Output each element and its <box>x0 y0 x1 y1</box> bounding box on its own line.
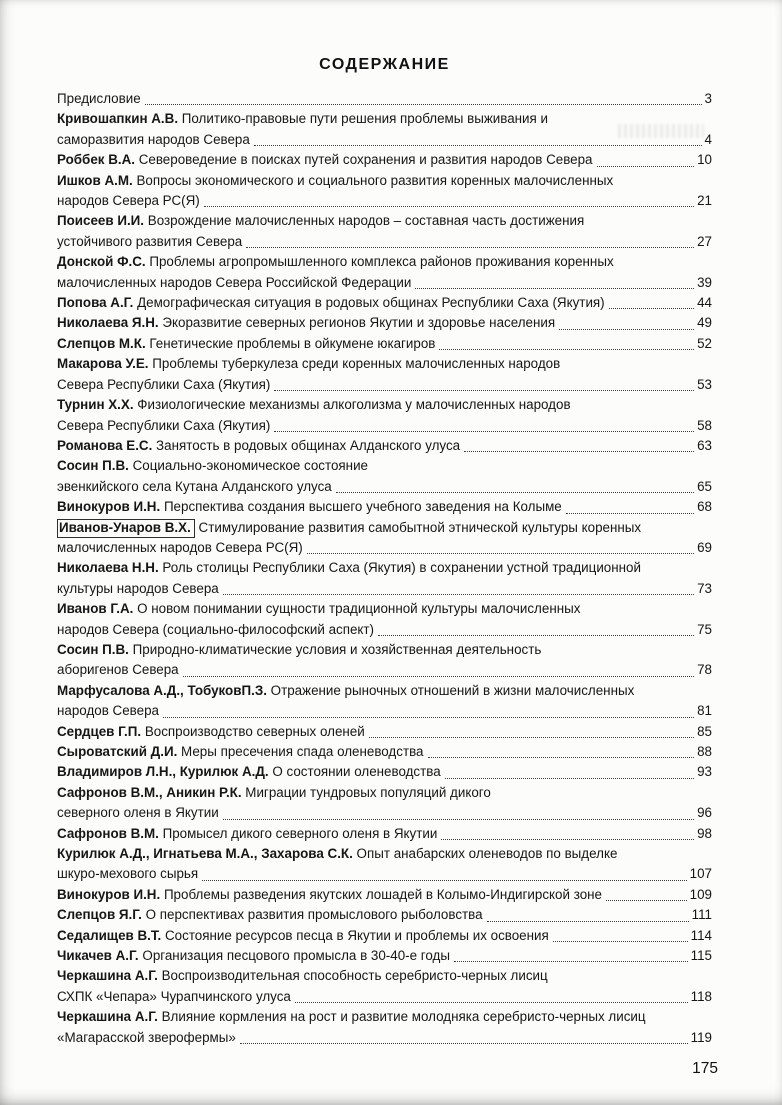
toc-entry <box>57 436 712 456</box>
toc-entry-line <box>57 334 712 354</box>
toc-entry-line <box>57 1007 712 1027</box>
toc-entry-line <box>57 130 712 150</box>
entry-page-number: 73 <box>697 580 712 596</box>
entry-text: Марфусалова А.Д., ТобуковП.З. Отражение рыночных отношений в жизни малочисленных <box>57 682 635 698</box>
toc-entry <box>57 252 712 293</box>
toc-entry-line <box>57 681 712 701</box>
toc-entry <box>57 966 712 1007</box>
entry-page-number: 75 <box>697 621 712 637</box>
dot-leader <box>163 717 694 718</box>
toc-entry-line <box>57 660 712 680</box>
entry-text: народов Севера <box>57 703 159 719</box>
toc-entry <box>57 1007 712 1048</box>
toc-entry-line <box>57 885 712 905</box>
entry-text: Сафронов В.М., Аникин Р.К. Миграции тундровых популяций дикого <box>57 784 491 800</box>
toc-entry-line <box>57 558 712 578</box>
entry-author: Винокуров И.Н. <box>57 886 161 902</box>
entry-text: Сосин П.В. Природно-климатические условия и хозяйственная деятельность <box>57 641 542 657</box>
entry-text: Слепцов М.К. Генетические проблемы в ойкумене юкагиров <box>57 335 436 351</box>
dot-leader <box>369 737 694 738</box>
toc-entry-line <box>57 211 712 231</box>
toc-entry-line <box>57 436 712 456</box>
toc-entry <box>57 926 712 946</box>
entry-text: Севера Республики Саха (Якутия) <box>57 376 271 392</box>
entry-page-number: 68 <box>697 499 712 515</box>
entry-text: аборигенов Севера <box>57 662 179 678</box>
dot-leader <box>240 1043 688 1044</box>
toc-entry-line <box>57 640 712 660</box>
toc-entry <box>57 885 712 905</box>
entry-page-number: 93 <box>697 764 712 780</box>
entry-author: Николаева Н.Н. <box>57 560 159 576</box>
entry-text: народов Севера РС(Я) <box>57 193 200 209</box>
entry-page-number: 65 <box>697 478 712 494</box>
toc-entry-line <box>57 497 712 517</box>
toc-entry <box>57 844 712 885</box>
toc-list <box>57 89 712 1048</box>
entry-page-number: 21 <box>697 193 712 209</box>
toc-entry-line <box>57 313 712 333</box>
dot-leader <box>202 880 686 881</box>
entry-author: Ишков А.М. <box>57 172 133 188</box>
dot-leader <box>559 329 694 330</box>
entry-author: Сафронов В.М. <box>57 825 159 841</box>
entry-text: Николаева Н.Н. Роль столицы Республики Саха (Якутия) в сохранении устной традиционной <box>57 560 641 576</box>
entry-page-number: 3 <box>704 91 712 106</box>
dot-leader <box>609 308 694 309</box>
toc-entry-line <box>57 252 712 272</box>
entry-author: Курилюк А.Д., Игнатьева М.А., Захарова С.К. <box>57 846 353 862</box>
toc-entry-line <box>57 293 712 313</box>
dot-leader <box>274 431 694 432</box>
entry-text: устойчивого развития Севера <box>57 233 243 249</box>
toc-entry-line <box>57 701 712 721</box>
entry-page-number: 4 <box>704 131 712 147</box>
entry-page-number: 107 <box>689 866 712 882</box>
toc-entry-line <box>57 803 712 823</box>
dot-leader <box>464 451 694 452</box>
entry-text: Поисеев И.И. Возрождение малочисленных народов – составная часть достижения <box>57 213 585 229</box>
entry-author: Черкашина А.Г. <box>57 1009 158 1025</box>
toc-entry <box>57 599 712 640</box>
dot-leader <box>597 166 695 167</box>
toc-entry <box>57 150 712 170</box>
entry-text: Сафронов В.М. Промысел дикого северного оленя в Якутии <box>57 825 438 841</box>
toc-entry-line <box>57 89 712 109</box>
entry-author: Марфусалова А.Д., ТобуковП.З. <box>57 682 267 698</box>
entry-text: «Магарасской зверофермы» <box>57 1029 236 1045</box>
dot-leader <box>428 757 695 758</box>
entry-text: Макарова У.Е. Проблемы туберкулеза среди коренных малочисленных народов <box>57 356 561 372</box>
dot-leader <box>145 104 702 105</box>
toc-entry-line <box>57 538 712 558</box>
toc-entry-line <box>57 844 712 864</box>
entry-text: Кривошапкин А.В. Политико-правовые пути решения проблемы выживания и <box>57 111 548 127</box>
entry-text: Курилюк А.Д., Игнатьева М.А., Захарова С.К. Опыт анабарских оленеводов по выделке <box>57 846 618 862</box>
entry-author: Слепцов М.К. <box>57 335 146 351</box>
toc-entry <box>57 334 712 354</box>
entry-page-number: 98 <box>697 825 712 841</box>
entry-author: Сосин П.В. <box>57 458 129 474</box>
toc-entry-line <box>57 966 712 986</box>
entry-text: Сосин П.В. Социально-экономическое состояние <box>57 458 368 474</box>
entry-author: Николаева Я.Н. <box>57 315 159 331</box>
entry-text: СХПК «Чепара» Чурапчинского улуса <box>57 988 291 1004</box>
toc-entry <box>57 395 712 436</box>
dot-leader <box>487 921 689 922</box>
entry-author: Турнин Х.Х. <box>57 397 134 413</box>
toc-entry-line <box>57 762 712 782</box>
toc-entry-line <box>57 824 712 844</box>
dot-leader <box>336 492 694 493</box>
entry-text: северного оленя в Якутии <box>57 805 219 821</box>
toc-entry <box>57 946 712 966</box>
toc-entry-line <box>57 477 712 497</box>
entry-author: Кривошапкин А.В. <box>57 111 179 127</box>
toc-entry-line <box>57 987 712 1007</box>
entry-page-number: 115 <box>690 948 712 964</box>
dot-leader <box>183 676 694 677</box>
entry-author-boxed: Иванов-Унаров В.Х. <box>57 519 195 538</box>
entry-author: Донской Ф.С. <box>57 254 146 270</box>
entry-page-number: 10 <box>697 152 712 168</box>
toc-entry <box>57 518 712 559</box>
toc-entry-line <box>57 599 712 619</box>
entry-author: Романова Е.С. <box>57 437 153 453</box>
dot-leader <box>295 1002 688 1003</box>
entry-author: Сердцев Г.П. <box>57 723 142 739</box>
entry-page-number: 88 <box>697 744 712 759</box>
entry-page-number: 53 <box>697 376 712 392</box>
entry-author: Макарова У.Е. <box>57 356 149 372</box>
toc-entry <box>57 905 712 925</box>
dot-leader <box>441 839 694 840</box>
toc-entry-line <box>57 354 712 374</box>
entry-text: культуры народов Севера <box>57 580 219 596</box>
toc-entry <box>57 722 712 742</box>
entry-text: народов Севера (социально-философский аспект) <box>57 621 375 637</box>
toc-entry <box>57 109 712 150</box>
entry-page-number: 49 <box>697 315 712 331</box>
entry-text: Седалищев В.Т. Состояние ресурсов песца в Якутии и проблемы их освоения <box>57 927 549 943</box>
scan-artifact <box>618 124 704 138</box>
entry-page-number: 52 <box>697 335 712 351</box>
toc-entry-line <box>57 109 712 129</box>
entry-page-number: 58 <box>697 417 712 433</box>
toc-entry <box>57 824 712 844</box>
entry-author: Винокуров И.Н. <box>57 499 161 515</box>
toc-entry <box>57 762 712 782</box>
toc-entry-line <box>57 579 712 599</box>
dot-leader <box>415 288 694 289</box>
entry-text: Винокуров И.Н. Проблемы разведения якутских лошадей в Колымо-Индигирской зоне <box>57 886 602 902</box>
entry-text: Винокуров И.Н. Перспектива создания высшего учебного заведения на Колыме <box>57 499 562 515</box>
entry-author: Владимиров Л.Н., Курилюк А.Д. <box>57 764 269 780</box>
entry-text: Черкашина А.Г. Влияние кормления на рост и развитие молодняка серебристо-черных лисиц <box>57 1009 646 1025</box>
entry-text: шкуро-мехового сырья <box>57 866 199 882</box>
entry-text: Николаева Я.Н. Экоразвитие северных регионов Якутии и здоровье населения <box>57 315 556 331</box>
entry-author: Седалищев В.Т. <box>57 927 162 943</box>
dot-leader <box>439 349 694 350</box>
entry-text: Иванов-Унаров В.Х. Стимулирование развития самобытной этнической культуры коренных <box>57 520 641 535</box>
entry-page-number: 27 <box>697 233 712 249</box>
entry-text: Романова Е.С. Занятость в родовых общинах Алданского улуса <box>57 437 461 453</box>
entry-page-number: 69 <box>697 539 712 555</box>
toc-entry-line <box>57 742 712 762</box>
page-number: 175 <box>692 1060 718 1077</box>
toc-entry-line <box>57 395 712 415</box>
toc-entry <box>57 171 712 212</box>
toc-entry-line <box>57 905 712 925</box>
entry-author: Чикачев А.Г. <box>57 948 139 964</box>
toc-entry-line <box>57 375 712 395</box>
toc-entry-line <box>57 783 712 803</box>
toc-entry-line <box>57 150 712 170</box>
toc-entry <box>57 456 712 497</box>
entry-text: Попова А.Г. Демографическая ситуация в родовых общинах Республики Саха (Якутия) <box>57 295 605 311</box>
dot-leader <box>307 553 694 554</box>
entry-author: Поисеев И.И. <box>57 213 145 229</box>
entry-text: Донской Ф.С. Проблемы агропромышленного комплекса районов проживания коренных <box>57 254 614 270</box>
toc-entry-line <box>57 946 712 966</box>
toc-entry <box>57 211 712 252</box>
entry-page-number: 114 <box>690 927 712 943</box>
entry-text: Сыроватский Д.И. Меры пресечения спада оленеводства <box>57 744 424 759</box>
entry-page-number: 119 <box>690 1029 712 1045</box>
dot-leader <box>204 206 694 207</box>
toc-entry <box>57 783 712 824</box>
entry-text: Турнин Х.Х. Физиологические механизмы алкоголизма у малочисленных народов <box>57 397 571 413</box>
entry-text: Ишков А.М. Вопросы экономического и социального развития коренных малочисленных <box>57 172 614 188</box>
entry-author: Сыроватский Д.И. <box>57 744 178 759</box>
toc-entry <box>57 354 712 395</box>
entry-page-number: 109 <box>689 886 712 902</box>
toc-entry <box>57 313 712 333</box>
toc-entry <box>57 89 712 109</box>
entry-text: Роббек В.А. Североведение в поисках путей сохранения и развития народов Севера <box>57 152 593 168</box>
dot-leader <box>246 247 694 248</box>
dot-leader <box>606 900 687 901</box>
entry-author: Иванов Г.А. <box>57 601 134 617</box>
entry-author: Слепцов Я.Г. <box>57 907 142 923</box>
entry-page-number: 85 <box>697 723 712 739</box>
entry-page-number: 111 <box>691 907 712 923</box>
toc-entry-line <box>57 456 712 476</box>
entry-text: Иванов Г.А. О новом понимании сущности традиционной культуры малочисленных <box>57 601 581 617</box>
entry-text: Севера Республики Саха (Якутия) <box>57 417 271 433</box>
toc-entry-line <box>57 864 712 884</box>
toc-entry <box>57 497 712 517</box>
toc-entry-line <box>57 1028 712 1048</box>
entry-text: Предисловие <box>57 91 141 106</box>
toc-entry <box>57 558 712 599</box>
entry-page-number: 118 <box>690 988 712 1004</box>
entry-page-number: 44 <box>697 295 712 311</box>
entry-author: Роббек В.А. <box>57 152 135 168</box>
dot-leader <box>553 941 688 942</box>
entry-author: Сафронов В.М., Аникин Р.К. <box>57 784 242 800</box>
toc-entry-line <box>57 171 712 191</box>
toc-entry <box>57 742 712 762</box>
entry-text: Владимиров Л.Н., Курилюк А.Д. О состоянии оленеводства <box>57 764 441 780</box>
entry-text: Слепцов Я.Г. О перспективах развития промыслового рыболовства <box>57 907 483 923</box>
dot-leader <box>223 594 694 595</box>
entry-text: Сердцев Г.П. Воспроизводство северных оленей <box>57 723 365 739</box>
toc-entry-line <box>57 273 712 293</box>
dot-leader <box>454 961 688 962</box>
entry-text: эвенкийского села Кутана Алданского улуса <box>57 478 332 494</box>
toc-entry-line <box>57 232 712 252</box>
entry-text: Чикачев А.Г. Организация песцового промысла в 30-40-е годы <box>57 948 450 964</box>
toc-entry-line <box>57 416 712 436</box>
toc-entry <box>57 293 712 313</box>
entry-author: Черкашина А.Г. <box>57 968 158 984</box>
entry-author: Сосин П.В. <box>57 641 129 657</box>
page-title: СОДЕРЖАНИЕ <box>319 56 450 73</box>
dot-leader <box>378 635 694 636</box>
entry-author: Попова А.Г. <box>57 295 134 311</box>
dot-leader <box>566 513 694 514</box>
dot-leader <box>445 778 694 779</box>
entry-text: малочисленных народов Севера Российской Федерации <box>57 274 412 290</box>
toc-entry-line <box>57 722 712 742</box>
entry-page-number: 81 <box>697 703 712 719</box>
toc-entry-line <box>57 926 712 946</box>
entry-page-number: 63 <box>697 437 712 453</box>
entry-page-number: 96 <box>697 805 712 821</box>
entry-text: малочисленных народов Севера РС(Я) <box>57 539 303 555</box>
entry-text: Черкашина А.Г. Воспроизводительная способность серебристо-черных лисиц <box>57 968 548 984</box>
toc-entry <box>57 681 712 722</box>
entry-text: саморазвития народов Севера <box>57 131 250 147</box>
toc-entry-line <box>57 518 712 538</box>
toc-entry-line <box>57 620 712 640</box>
dot-leader <box>223 819 694 820</box>
entry-page-number: 39 <box>697 274 712 290</box>
entry-page-number: 78 <box>697 662 712 678</box>
dot-leader <box>274 390 694 391</box>
toc-entry-line <box>57 191 712 211</box>
dot-leader <box>254 145 702 146</box>
toc-entry <box>57 640 712 681</box>
